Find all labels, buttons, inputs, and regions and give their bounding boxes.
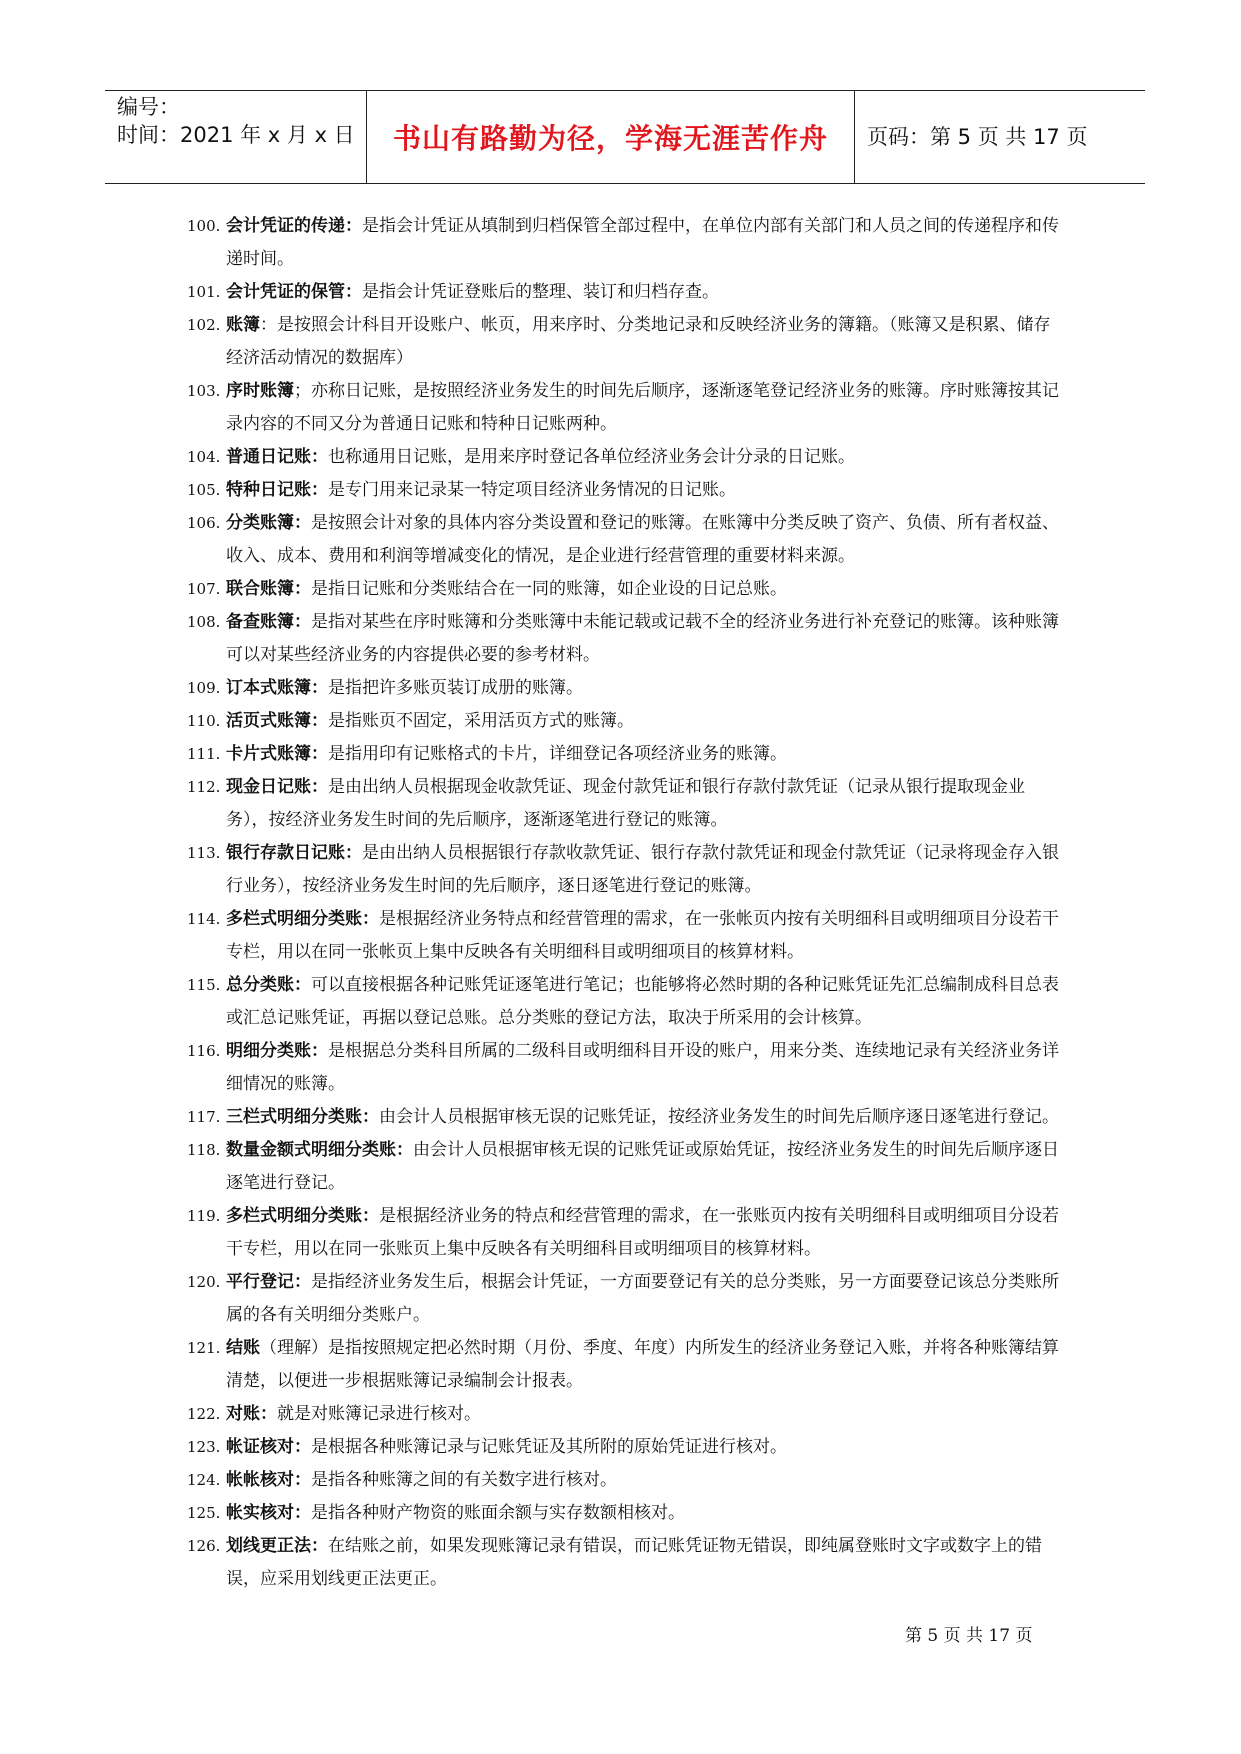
entry-definition: 是由出纳人员根据现金收款凭证、现金付款凭证和银行存款付款凭证（记录从银行提取现金业务），按经济业务发生时间的先后顺序，逐渐逐笔进行登记的账簿。 [226,777,1025,830]
entry-number: 100. [187,217,221,235]
glossary-entry [187,1464,1067,1497]
entry-definition: 是专门用来记录某一特定项目经济业务情况的日记账。 [328,480,736,500]
entry-number: 105. [187,481,221,499]
entry-number: 123. [187,1438,221,1456]
entry-definition: 是指把许多账页装订成册的账簿。 [328,678,583,698]
entry-term: 普通日记账： [226,447,328,467]
glossary-entry [187,1200,1067,1266]
entry-definition: 在结账之前，如果发现账簿记录有错误，而记账凭证物无错误，即纯属登账时文字或数字上的错误，应采用划线更正法更正。 [226,1536,1042,1589]
header-motto-cell [367,91,855,183]
entry-number: 109. [187,679,221,697]
entry-definition: 是根据经济业务的特点和经营管理的需求，在一张账页内按有关明细科目或明细项目分设若干专栏，用以在同一张账页上集中反映各有关明细科目或明细项目的核算材料。 [226,1206,1059,1259]
entry-number: 112. [187,778,221,796]
entry-term: 会计凭证的传递： [226,216,362,236]
entry-term: 结账 [226,1338,260,1358]
glossary-entry [187,1134,1067,1200]
entry-definition: 是指各种财产物资的账面余额与实存数额相核对。 [311,1503,685,1523]
entry-number: 121. [187,1339,221,1357]
entry-term: 序时账簿 [226,381,294,401]
entry-term: 多栏式明细分类账： [226,909,379,929]
entry-number: 104. [187,448,221,466]
entry-body [226,474,1067,507]
entry-number: 120. [187,1273,221,1291]
entry-body [226,210,1067,276]
entry-term: 划线更正法： [226,1536,328,1556]
entry-body [226,903,1067,969]
glossary-entry [187,210,1067,276]
entry-definition: ；亦称日记账，是按照经济业务发生的时间先后顺序，逐渐逐笔登记经济业务的账簿。序时账簿按其记录内容的不同又分为普通日记账和特种日记账两种。 [226,381,1059,434]
entry-definition: 可以直接根据各种记账凭证逐笔进行笔记；也能够将必然时期的各种记账凭证先汇总编制成科目总表或汇总记账凭证，再据以登记总账。总分类账的登记方法，取决于所采用的会计核算。 [226,975,1059,1028]
entry-definition: 是指日记账和分类账结合在一同的账簿，如企业设的日记总账。 [311,579,787,599]
glossary-entry [187,573,1067,606]
entry-term: 活页式账簿： [226,711,328,731]
entry-term: 备查账簿： [226,612,311,632]
entry-number: 118. [187,1141,221,1159]
glossary-entry [187,606,1067,672]
glossary-entry [187,1497,1067,1530]
entry-term: 帐证核对： [226,1437,311,1457]
entry-term: 总分类账： [226,975,311,995]
header-table [105,90,1145,184]
entry-body [226,441,1067,474]
entry-definition: 是按照会计对象的具体内容分类设置和登记的账簿。在账簿中分类反映了资产、负债、所有者权益、收入、成本、费用和利润等增减变化的情况，是企业进行经营管理的重要材料来源。 [226,513,1059,566]
entry-body [226,1101,1067,1134]
glossary-entry [187,1266,1067,1332]
glossary-entry [187,1332,1067,1398]
entry-term: 明细分类账： [226,1041,328,1061]
entry-definition: 是根据经济业务特点和经营管理的需求，在一张帐页内按有关明细科目或明细项目分设若干专栏，用以在同一张帐页上集中反映各有关明细科目或明细项目的核算材料。 [226,909,1059,962]
glossary-entry [187,375,1067,441]
footer-page-number: 第 5 页 共 17 页 [905,1626,1033,1646]
entry-term: 银行存款日记账： [226,843,362,863]
entry-definition: 是指各种账簿之间的有关数字进行核对。 [311,1470,617,1490]
glossary-entry [187,1035,1067,1101]
entry-term: 帐实核对： [226,1503,311,1523]
entry-body [226,309,1067,375]
entry-term: 数量金额式明细分类账： [226,1140,413,1160]
entry-definition: 是指用印有记账格式的卡片，详细登记各项经济业务的账簿。 [328,744,787,764]
entry-body [226,1497,1067,1530]
entry-term: 联合账簿： [226,579,311,599]
header-number: 编号： [117,95,180,119]
entry-term: 会计凭证的保管： [226,282,362,302]
entry-term: 订本式账簿： [226,678,328,698]
entry-number: 101. [187,283,221,301]
header-page-cell [855,91,1145,183]
entry-definition: 是指经济业务发生后，根据会计凭证，一方面要登记有关的总分类账，另一方面要登记该总分类账所属的各有关明细分类账户。 [226,1272,1059,1325]
glossary-entry [187,738,1067,771]
entry-number: 117. [187,1108,221,1126]
entry-term: 特种日记账： [226,480,328,500]
entry-term: 对账： [226,1404,277,1424]
glossary-entry [187,507,1067,573]
glossary-entry [187,1398,1067,1431]
entry-body [226,1266,1067,1332]
glossary-entry [187,672,1067,705]
entry-definition: 是根据总分类科目所属的二级科目或明细科目开设的账户，用来分类、连续地记录有关经济业务详细情况的账簿。 [226,1041,1059,1094]
entry-definition: 是指对某些在序时账簿和分类账簿中未能记载或记载不全的经济业务进行补充登记的账簿。该种账簿可以对某些经济业务的内容提供必要的参考材料。 [226,612,1059,665]
entry-definition: （理解）是指按照规定把必然时期（月份、季度、年度）内所发生的经济业务登记入账，并将各种账簿结算清楚，以便进一步根据账簿记录编制会计报表。 [226,1338,1059,1391]
entry-body [226,1200,1067,1266]
entry-definition: 由会计人员根据审核无误的记账凭证或原始凭证，按经济业务发生的时间先后顺序逐日逐笔进行登记。 [226,1140,1059,1193]
entry-number: 111. [187,745,221,763]
entry-number: 126. [187,1537,221,1555]
entry-definition: ：是按照会计科目开设账户、帐页，用来序时、分类地记录和反映经济业务的簿籍。（账簿又是积累、储存经济活动情况的数据库） [226,315,1051,368]
entry-term: 卡片式账簿： [226,744,328,764]
entry-body [226,276,1067,309]
entry-definition: 是由出纳人员根据银行存款收款凭证、银行存款付款凭证和现金付款凭证（记录将现金存入银行业务），按经济业务发生时间的先后顺序，逐日逐笔进行登记的账簿。 [226,843,1059,896]
entry-definition: 就是对账簿记录进行核对。 [277,1404,481,1424]
glossary-entry [187,705,1067,738]
entry-body [226,507,1067,573]
entry-number: 115. [187,976,221,994]
glossary-entry [187,276,1067,309]
entry-number: 125. [187,1504,221,1522]
entry-number: 108. [187,613,221,631]
entry-body [226,573,1067,606]
entry-number: 116. [187,1042,221,1060]
entry-body [226,771,1067,837]
glossary-entry [187,441,1067,474]
glossary-entry [187,837,1067,903]
glossary-entry [187,1530,1067,1596]
entry-definition: 是指账页不固定，采用活页方式的账簿。 [328,711,634,731]
entry-term: 账簿 [226,315,260,335]
entry-definition: 是根据各种账簿记录与记账凭证及其所附的原始凭证进行核对。 [311,1437,787,1457]
header-meta-cell [105,91,367,183]
glossary-entry [187,474,1067,507]
entry-body [226,1332,1067,1398]
entry-number: 102. [187,316,221,334]
entry-definition: 是指会计凭证从填制到归档保管全部过程中，在单位内部有关部门和人员之间的传递程序和传递时间。 [226,216,1059,269]
header-page-number: 页码：第 5 页 共 17 页 [867,125,1088,149]
entry-number: 106. [187,514,221,532]
entry-number: 122. [187,1405,221,1423]
glossary-entry [187,969,1067,1035]
glossary-list [187,210,1067,1596]
glossary-entry [187,1431,1067,1464]
entry-definition: 也称通用日记账，是用来序时登记各单位经济业务会计分录的日记账。 [328,447,855,467]
entry-term: 现金日记账： [226,777,328,797]
entry-body [226,1431,1067,1464]
entry-body [226,1035,1067,1101]
entry-number: 119. [187,1207,221,1225]
entry-number: 110. [187,712,221,730]
glossary-entry [187,309,1067,375]
entry-body [226,606,1067,672]
glossary-entry [187,1101,1067,1134]
entry-body [226,1134,1067,1200]
entry-number: 113. [187,844,221,862]
entry-body [226,705,1067,738]
entry-body [226,375,1067,441]
entry-term: 多栏式明细分类账： [226,1206,379,1226]
entry-body [226,1398,1067,1431]
glossary-entry [187,771,1067,837]
entry-number: 103. [187,382,221,400]
entry-definition: 由会计人员根据审核无误的记账凭证，按经济业务发生的时间先后顺序逐日逐笔进行登记。 [379,1107,1059,1127]
header-motto: 书山有路勤为径，学海无涯苦作舟 [392,122,828,155]
entry-body [226,1530,1067,1596]
entry-number: 114. [187,910,221,928]
entry-number: 107. [187,580,221,598]
entry-body [226,969,1067,1035]
entry-term: 分类账簿： [226,513,311,533]
header-time: 时间：2021 年 x 月 x 日 [117,123,355,147]
entry-body [226,837,1067,903]
entry-body [226,672,1067,705]
entry-term: 三栏式明细分类账： [226,1107,379,1127]
entry-term: 平行登记： [226,1272,311,1292]
entry-number: 124. [187,1471,221,1489]
entry-term: 帐帐核对： [226,1470,311,1490]
entry-body [226,1464,1067,1497]
entry-body [226,738,1067,771]
glossary-entry [187,903,1067,969]
entry-definition: 是指会计凭证登账后的整理、装订和归档存查。 [362,282,719,302]
